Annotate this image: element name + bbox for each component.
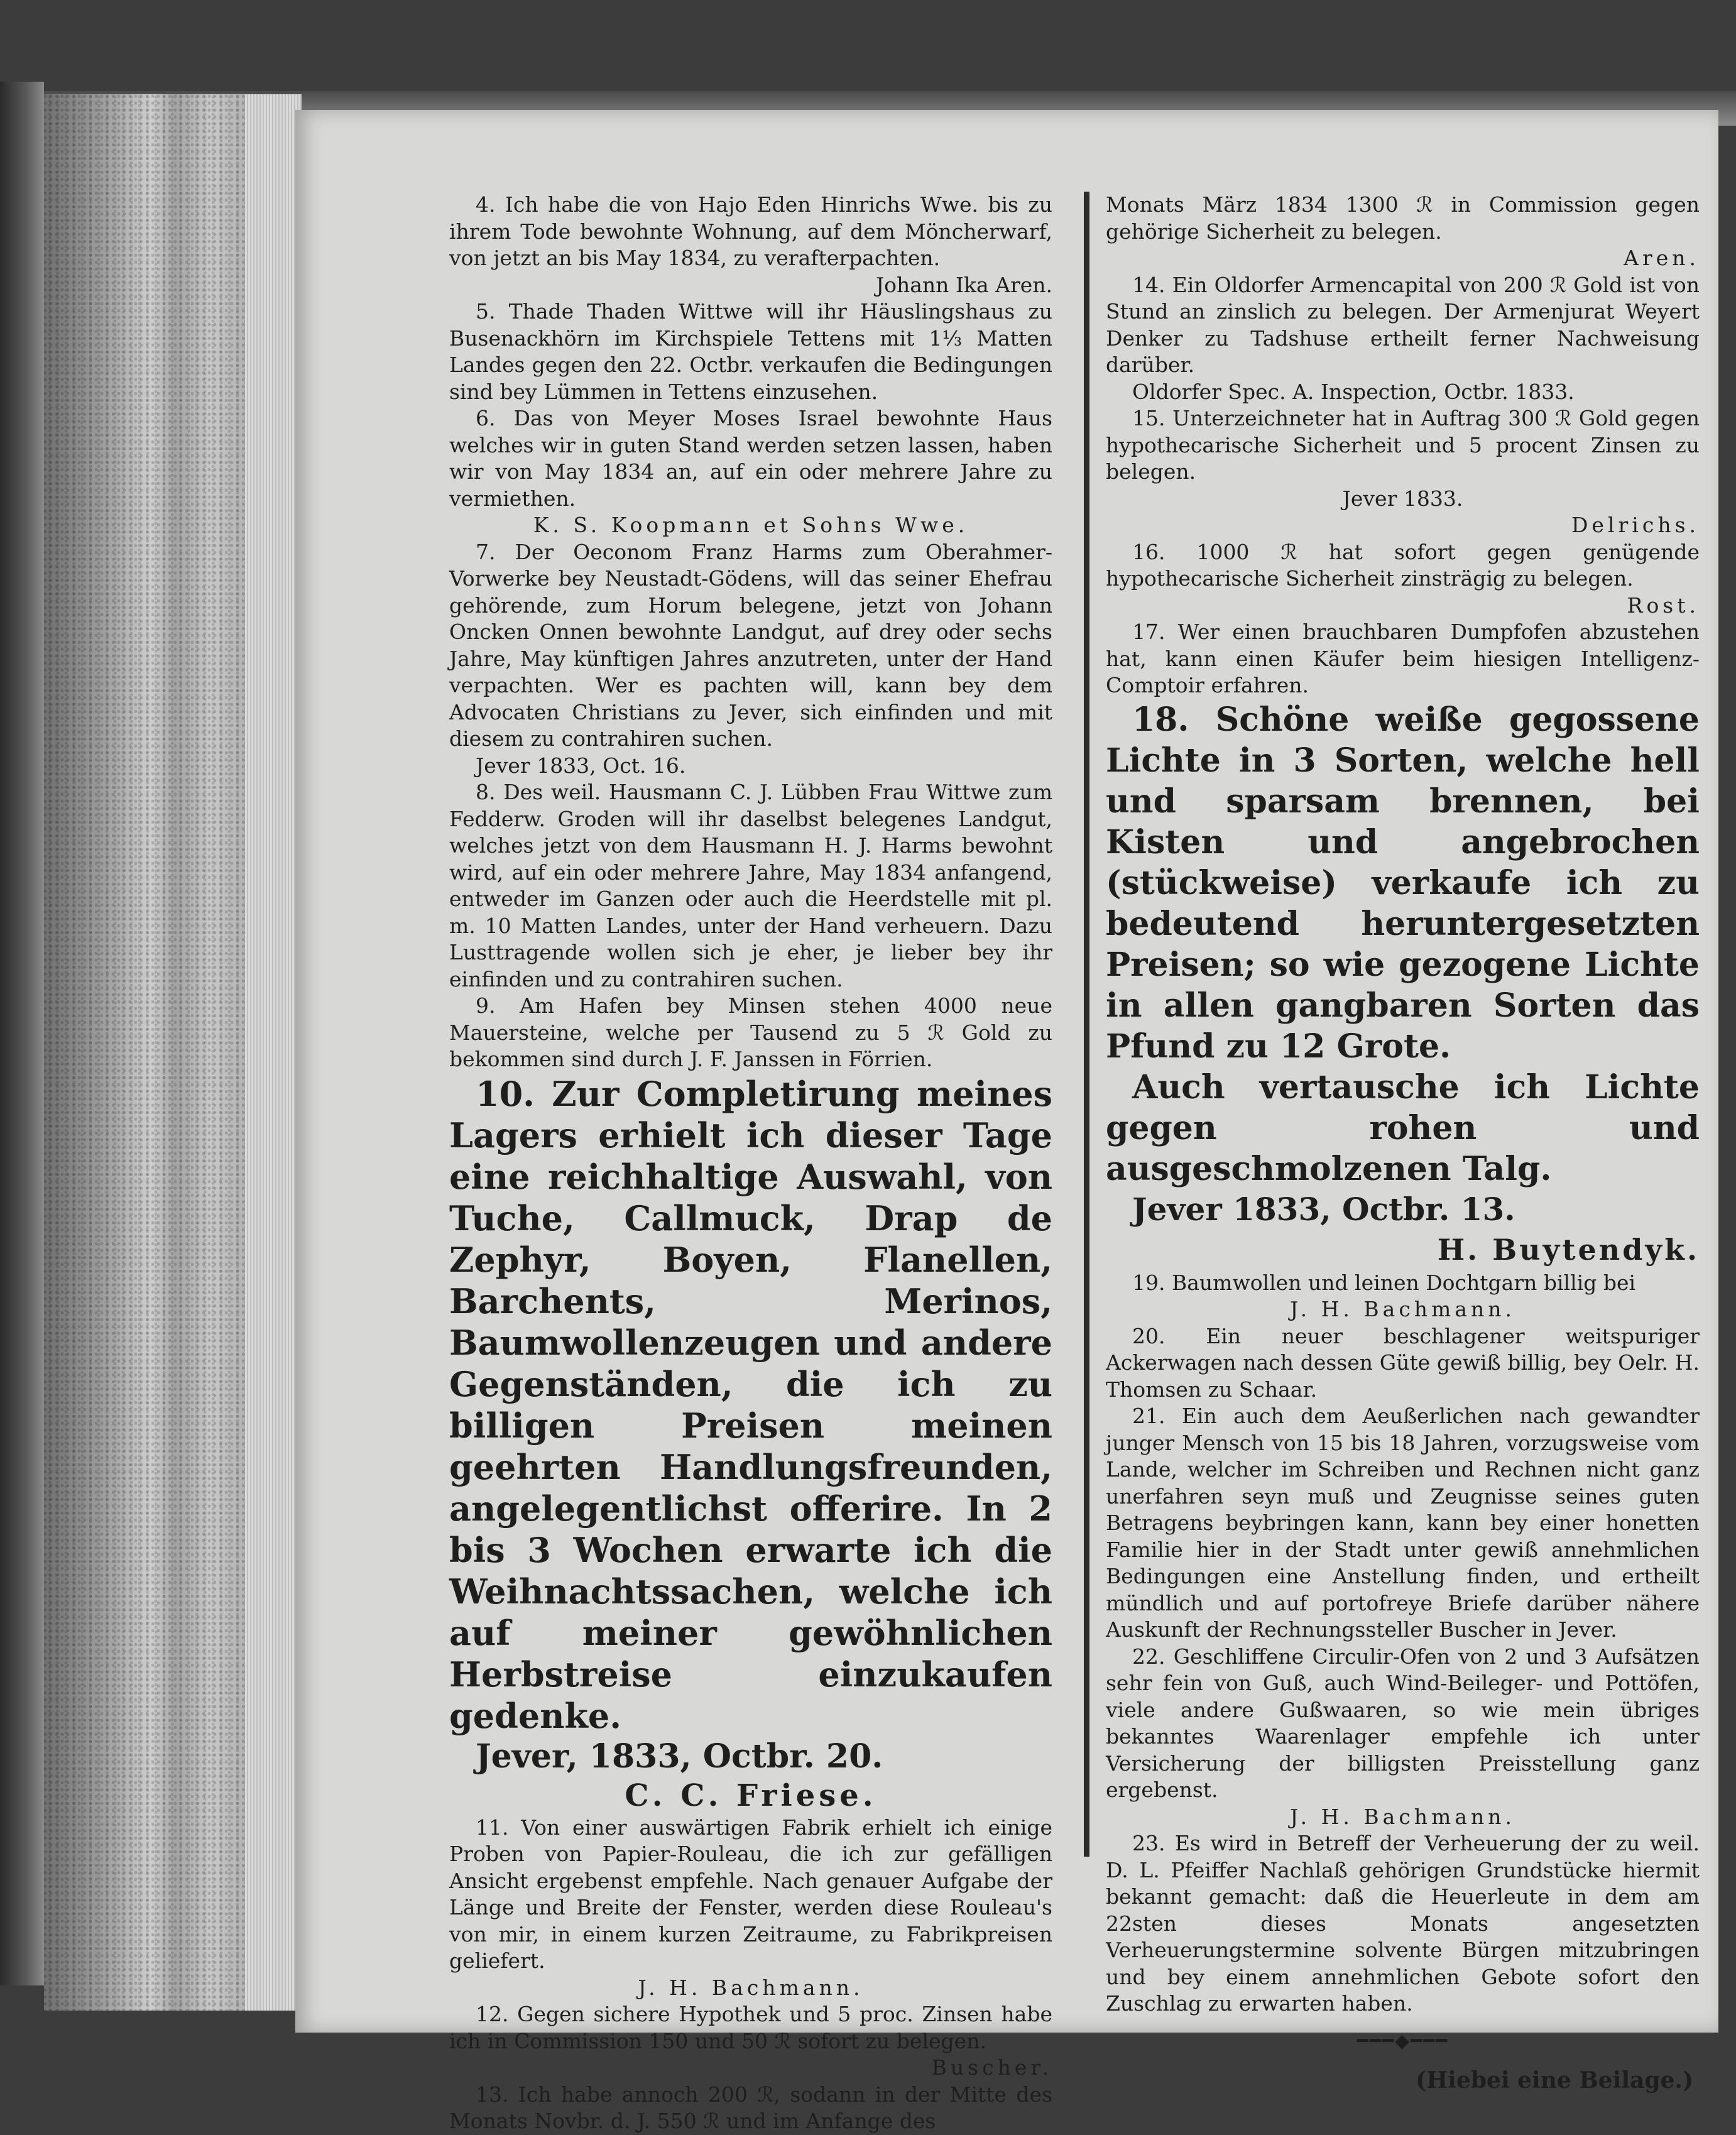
notice-6: 6. Das von Meyer Moses Israel bewohnte Haus welches wir in guten Stand werden setzen lassen, haben wir von May 1834 an, auf ein oder mehrere Jahre zu vermiethen. xyxy=(449,406,1052,511)
notice-10: 10. Zur Completirung meines Lagers erhielt ich dieser Tage eine reichhaltige Auswahl, von Tuche, Callmuck, Drap de Zephyr, Boyen, Flanellen, Barchents, Merinos, Baumwollenzeugen und andere Gegenständen, die ich zu billigen Preisen meinen geehrten Handlungsfreunden, angelegentlichst offerire. In 2 bis 3 Wochen erwarte ich die Weihnachtssachen, welche ich auf meiner gewöhnlichen Herbstreise einzukaufen gedenke. xyxy=(449,1073,1052,1736)
notice-15-date: Jever 1833. xyxy=(1342,486,1463,511)
notice-18: 18. Schöne weiße gegossene Lichte in 3 Sorten, welche hell und sparsam brennen, bei Kisten und angebrochen (stückweise) verkaufe ich zu bedeutend heruntergesetzten Preisen; so wie gezogene Lichte in allen gangbaren Sorten das Pfund zu 12 Grote. xyxy=(1106,700,1700,1066)
notice-7: 7. Der Oeconom Franz Harms zum Oberahmer-Vorwerke bey Neustadt-Gödens, will das seiner Ehefrau gehörende, zum Horum belegene, jetzt von Johann Oncken Onnen bewohnte Landgut, auf drey oder sechs Jahre, May künftigen Jahres anzutreten, unter der Hand verpachten. Wer es pachten will, kann bey dem Advocaten Christians zu Jever, sich einfinden und mit diesem zu contrahiren suchen. xyxy=(449,539,1052,751)
column-rule xyxy=(1084,192,1089,1857)
notice-19: 19. Baumwollen und leinen Dochtgarn billig bei xyxy=(1132,1270,1636,1295)
notice-10-date: Jever, 1833, Octbr. 20. xyxy=(476,1737,883,1776)
notice-23: 23. Es wird in Betreff der Verheuerung der zu weil. D. L. Pfeiffer Nachlaß gehörigen Grundstücke hiermit bekannt gemacht: daß die Heuerleute in dem am 22sten dieses Monats angesetzten Verheuerungstermine solvente Bürgen mitzubringen und bey einem annehmlichen Gebote sofort den Zuschlag zu erwarten haben. xyxy=(1106,1831,1700,2016)
left-column xyxy=(449,192,1052,2135)
notice-16: 16. 1000 ℛ hat sofort gegen genügende hypothecarische Sicherheit zinsträgig zu belegen. xyxy=(1106,539,1700,591)
notice-4-signature: Johann Ika Aren. xyxy=(875,272,1052,297)
notice-14: 14. Ein Oldorfer Armencapital von 200 ℛ Gold ist von Stund an zinslich zu belegen. Der Armenjurat Weyert Denker zu Tadshuse ertheilt ferner Nachweisung darüber. xyxy=(1106,272,1700,377)
notice-8: 8. Des weil. Hausmann C. J. Lübben Frau Wittwe zum Fedderw. Groden will ihr daselbst belegenes Landgut, welches jetzt von dem Hausmann H. J. Harms bewohnt wird, auf ein oder mehrere Jahre, May 1834 anfangend, entweder im Ganzen oder auch die Heerdstelle mit pl. m. 10 Matten Landes, unter der Hand verheuern. Dazu Lusttragende wollen sich je eher, je lieber bey ihr einfinden und zu contrahiren suchen. xyxy=(449,780,1052,991)
notice-12: 12. Gegen sichere Hypothek und 5 proc. Zinsen habe ich in Commission 150 und 50 ℛ sofort zu belegen. xyxy=(449,2002,1052,2053)
ornament-divider: ━━━◆━━━ xyxy=(1357,2029,1449,2052)
notice-18-signature: H. Buytendyk. xyxy=(1437,1232,1700,1267)
notice-14-signature: Oldorfer Spec. A. Inspection, Octbr. 1833. xyxy=(1132,379,1575,404)
notice-5: 5. Thade Thaden Wittwe will ihr Häuslingshaus zu Busenackhörn im Kirchspiele Tettens mit 1⅓ Matten Landes gegen den 22. Octbr. verkaufen die Bedingungen sind bey Lümmen in Tettens einzusehen. xyxy=(449,299,1052,404)
notice-18-date: Jever 1833, Octbr. 13. xyxy=(1132,1190,1515,1228)
supplement-note: (Hiebei eine Beilage.) xyxy=(1416,2067,1693,2094)
notice-7-date: Jever 1833, Oct. 16. xyxy=(476,753,686,778)
notice-13: 13. Ich habe annoch 200 ℛ, sodann in der Mitte des Monats Novbr. d. J. 550 ℛ und im Anfange des xyxy=(449,2082,1052,2133)
book-spine xyxy=(0,82,44,1985)
notice-15: 15. Unterzeichneter hat in Auftrag 300 ℛ Gold gegen hypothecarische Sicherheit und 5 procent Zinsen zu belegen. xyxy=(1106,406,1700,484)
notice-15-signature: Delrichs. xyxy=(1571,513,1700,537)
right-column xyxy=(1106,192,1700,2094)
notice-6-signature: K. S. Koopmann et Sohns Wwe. xyxy=(533,513,969,537)
notice-20: 20. Ein neuer beschlagener weitspuriger Ackerwagen nach dessen Güte gewiß billig, bey Oelr. H. Thomsen zu Schaar. xyxy=(1106,1323,1700,1402)
notice-22-signature: J. H. Bachmann. xyxy=(1289,1804,1516,1829)
notice-19-signature: J. H. Bachmann. xyxy=(1289,1297,1516,1321)
notice-21: 21. Ein auch dem Aeußerlichen nach gewandter junger Mensch von 15 bis 18 Jahren, vorzugsweise vom Lande, welcher im Schreiben und Rechnen nicht ganz unerfahren seyn muß und Zeugnisse seines guten Betragens beybringen kann, kann bey einer honetten Familie hier in der Stadt unter gewiß annehmlichen Bedingungen eine Anstellung finden, und ertheilt mündlich und auf portofreye Briefe darüber nähere Auskunft der Rechnungssteller Buscher in Jever. xyxy=(1106,1404,1700,1642)
notice-9: 9. Am Hafen bey Minsen stehen 4000 neue Mauersteine, welche per Tausend zu 5 ℛ Gold zu bekommen sind durch J. F. Janssen in Förrien. xyxy=(449,993,1052,1071)
notice-13-continued: Monats März 1834 1300 ℛ in Commission gegen gehörige Sicherheit zu belegen. xyxy=(1106,192,1700,244)
notice-13-signature: Aren. xyxy=(1624,246,1700,270)
notice-4: 4. Ich habe die von Hajo Eden Hinrichs Wwe. bis zu ihrem Tode bewohnte Wohnung, auf dem Möncherwarf, von jetzt an bis May 1834, zu verafterpachten. xyxy=(449,192,1052,270)
notice-17: 17. Wer einen brauchbaren Dumpfofen abzustehen hat, kann einen Käufer beim hiesigen Intelligenz-Comptoir erfahren. xyxy=(1106,620,1700,697)
notice-12-signature: Buscher. xyxy=(931,2055,1052,2080)
notice-22: 22. Geschliffene Circulir-Ofen von 2 und 3 Aufsätzen sehr fein von Guß, auch Wind-Beileger- und Pottöfen, viele andere Gußwaaren, so wie mein übriges bekanntes Waarenlager empfehle ich unter Versicherung der billigsten Preisstellung ganz ergebenst. xyxy=(1106,1644,1700,1802)
notice-16-signature: Rost. xyxy=(1627,592,1700,618)
notice-18-exchange: Auch vertausche ich Lichte gegen rohen und ausgeschmolzenen Talg. xyxy=(1106,1068,1700,1188)
notice-10-signature: C. C. Friese. xyxy=(625,1777,877,1813)
notice-11: 11. Von einer auswärtigen Fabrik erhielt ich einige Proben von Papier-Rouleau, die ich zur gefälligen Ansicht ergebenst empfehle. Nach genauer Aufgabe der Länge und Breite der Fenster, werden diese Rouleau's von mir, in einem kurzen Zeitraume, zu Fabrikpreisen geliefert. xyxy=(449,1815,1052,1973)
notice-11-signature: J. H. Bachmann. xyxy=(638,1975,864,2000)
page-stack xyxy=(245,94,302,2011)
